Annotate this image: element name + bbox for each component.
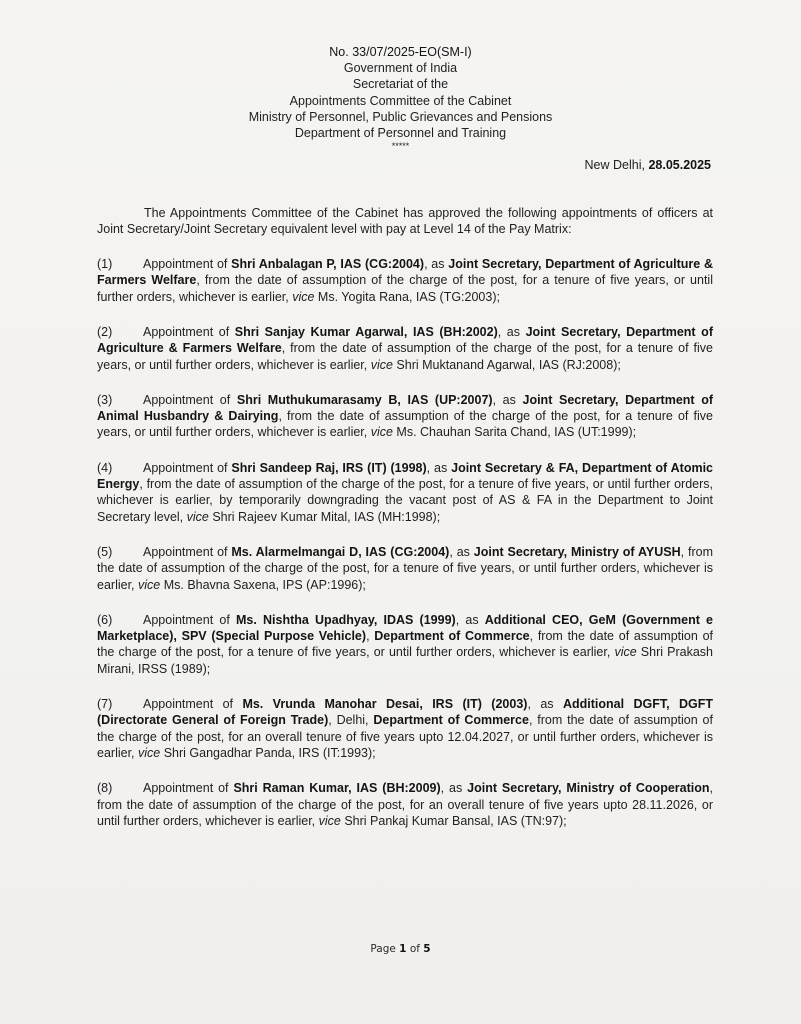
appointed-post: Additional CEO, GeM (Government e Marketplace), SPV (Special Purpose Vehicle) [97, 612, 714, 644]
document-header [0, 44, 801, 151]
header-line-department: Department of Personnel and Training [294, 126, 507, 141]
appointment-item: (2) Appointment of Shri Sanjay Kumar Agarwal, IAS (BH:2002), as Joint Secretary, Department of Agriculture & Farmers Welfare, from the date of assumption of the charge of the post, for a tenure of five years, or until further orders, whichever is earlier, vice Shri Muktanand Agarwal, IAS (RJ:2008); [97, 324, 713, 372]
document-body [97, 192, 713, 848]
appointee-name: Shri Sandeep Raj, IRS (IT) (1998) [231, 460, 427, 475]
appointed-post: Joint Secretary, Department of Agriculture & Farmers Welfare [97, 257, 714, 288]
appointment-item: (5) Appointment of Ms. Alarmelmangai D, IAS (CG:2004), as Joint Secretary, Ministry of AYUSH, from the date of assumption of the charge of the post, for a tenure of five years, or until further orders, whichever is earlier, vice Ms. Bhavna Saxena, IPS (AP:1996); [97, 544, 713, 592]
appointee-name: Shri Raman Kumar, IAS (BH:2009) [233, 781, 441, 796]
appointment-item: (7) Appointment of Ms. Vrunda Manohar Desai, IRS (IT) (2003), as Additional DGFT, DGFT (Directorate General of Foreign Trade), Delhi, Department of Commerce, from the date of assumption of the charge of the post, for an overall tenure of five years upto 12.04.2027, or until further orders, whichever is earlier, vice Shri Gangadhar Panda, IRS (IT:1993); [97, 697, 713, 760]
appointee-name: Shri Anbalagan P, IAS (CG:2004) [231, 257, 425, 272]
header-line-acc: Appointments Committee of the Cabinet [289, 93, 512, 108]
page-footer: Page 1 of 5 [370, 943, 431, 955]
header-line-secretariat: Secretariat of the [352, 77, 449, 92]
appointment-item: (3) Appointment of Shri Muthukumarasamy B, IAS (UP:2007), as Joint Secretary, Department of Animal Husbandry & Dairying, from the date of assumption of the charge of the post, for a tenure of five years, or until further orders, whichever is earlier, vice Ms. Chauhan Sarita Chand, IAS (UT:1999); [97, 392, 714, 440]
date-place: New Delhi, [584, 158, 649, 172]
appointed-post: Joint Secretary, Department of Agriculture & Farmers Welfare [97, 324, 713, 356]
total-pages: 5 [423, 943, 431, 955]
current-page: 1 [399, 943, 407, 955]
appointee-name: Ms. Vrunda Manohar Desai, IRS (IT) (2003) [242, 697, 528, 712]
header-line-ministry: Ministry of Personnel, Public Grievances and Pensions [248, 109, 553, 124]
appointee-name: Ms. Nishtha Upadhyay, IDAS (1999) [235, 612, 456, 627]
header-stars: ***** [391, 141, 410, 152]
appointment-item: (6) Appointment of Ms. Nishtha Upadhyay, IDAS (1999), as Additional CEO, GeM (Government e Marketplace), SPV (Special Purpose Vehicle), Department of Commerce, from the date of assumption of the charge of the post, for a tenure of five years, or until further orders, whichever is earlier, vice Shri Prakash Mirani, IRSS (1989); [97, 612, 714, 676]
document-date [585, 158, 711, 172]
appointed-post: Joint Secretary, Ministry of AYUSH [473, 544, 681, 559]
appointed-post: Joint Secretary, Department of Animal Husbandry & Dairying [97, 392, 714, 424]
header-line-government: Government of India [343, 61, 458, 76]
appointed-post: Additional DGFT, DGFT (Directorate General of Foreign Trade) [97, 697, 713, 728]
appointee-name: Shri Sanjay Kumar Agarwal, IAS (BH:2002) [234, 324, 498, 339]
appointee-name: Ms. Alarmelmangai D, IAS (CG:2004) [231, 544, 450, 559]
intro-paragraph: The Appointments Committee of the Cabinet has approved the following appointments of officers at Joint Secretary/Joint Secretary equivalent level with pay at Level 14 of the Pay Matrix: [97, 205, 713, 236]
appointed-department: Department of Commerce [374, 629, 530, 644]
order-number: No. 33/07/2025-EO(SM-I) [329, 45, 472, 59]
appointment-item: (1) Appointment of Shri Anbalagan P, IAS (CG:2004), as Joint Secretary, Department of Agriculture & Farmers Welfare, from the date of assumption of the charge of the post, for a tenure of five years, or until further orders, whichever is earlier, vice Ms. Yogita Rana, IAS (TG:2003); [97, 257, 714, 304]
date-value: 28.05.2025 [648, 158, 711, 172]
appointment-item: (4) Appointment of Shri Sandeep Raj, IRS (IT) (1998), as Joint Secretary & FA, Department of Atomic Energy, from the date of assumption of the charge of the post, for a tenure of five years, or until further orders, whichever is earlier, by temporarily downgrading the vacant post of AS & FA in the Department to Joint Secretary level, vice Shri Rajeev Kumar Mital, IAS (MH:1998); [97, 460, 713, 524]
appointed-department: Department of Commerce [373, 713, 529, 728]
appointed-post: Joint Secretary & FA, Department of Atomic Energy [97, 460, 713, 492]
appointment-item: (8) Appointment of Shri Raman Kumar, IAS (BH:2009), as Joint Secretary, Ministry of Cooperation, from the date of assumption of the charge of the post, for an overall tenure of five years upto 28.11.2026, or until further orders, whichever is earlier, vice Shri Pankaj Kumar Bansal, IAS (TN:97); [97, 781, 713, 828]
appointed-post: Joint Secretary, Ministry of Cooperation [467, 781, 710, 796]
appointee-name: Shri Muthukumarasamy B, IAS (UP:2007) [236, 392, 493, 407]
